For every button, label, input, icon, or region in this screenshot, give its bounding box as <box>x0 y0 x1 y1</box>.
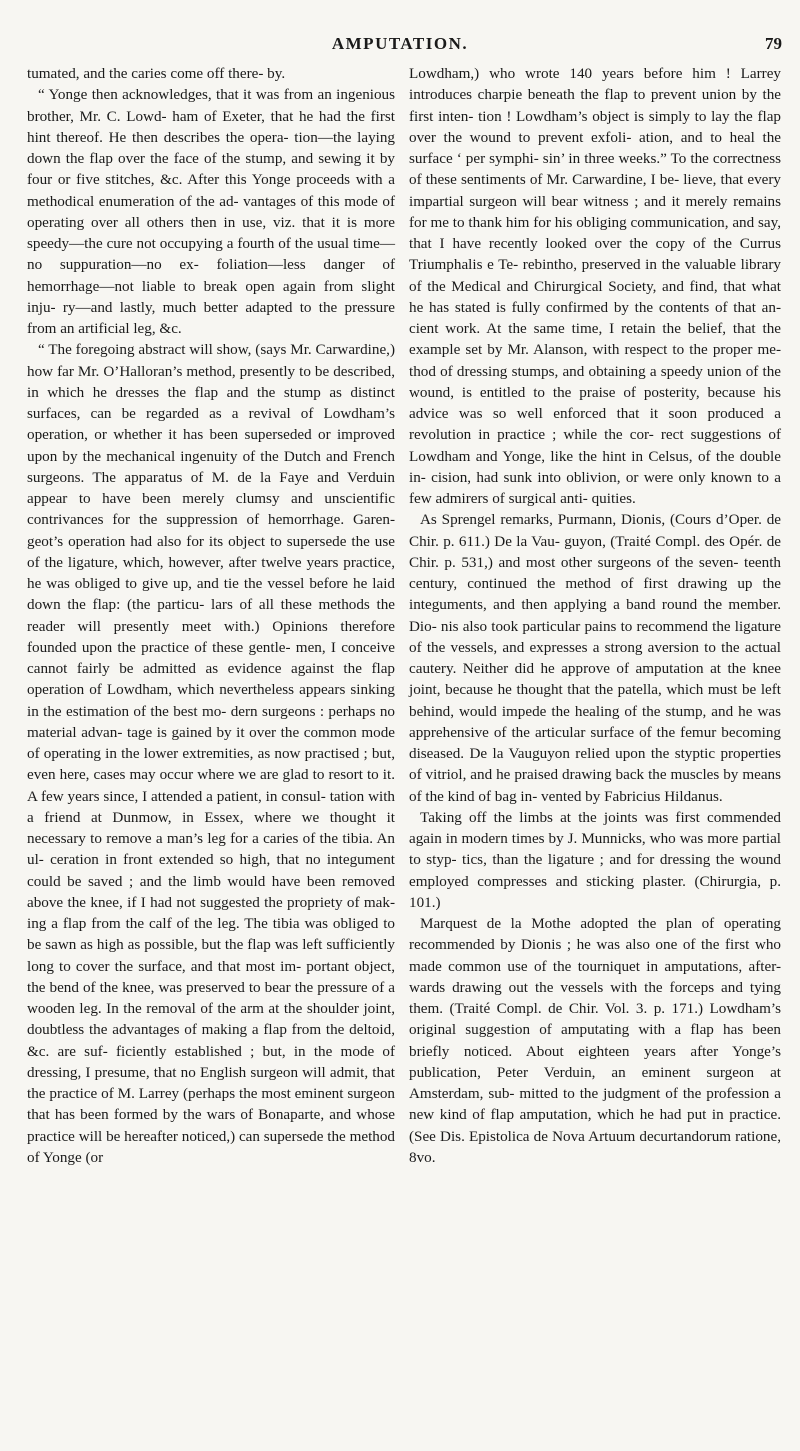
paragraph: Marquest de la Mothe adopted the plan of operating recommended by Dionis ; he was also one of the first who made common use of the tourniquet in amputations, after- wards drawing out the vessels with the forceps and tying them. (Traité Compl. de Chir. Vol. 3. p. 171.) Lowdham’s original suggestion of amputating with a flap has been briefly noticed. About eighteen years after Yonge’s publication, Peter Verduin, an eminent surgeon at Amsterdam, sub- mitted to the judgment of the profession a new kind of flap amputation, which he had put in practice. (See Dis. Epistolica de Nova Artuum decurtandorum ratione, 8vo. <box>409 915 781 1166</box>
paragraph: Lowdham,) who wrote 140 years before him ! Larrey introduces charpie beneath the flap to prevent union by the first inten- tion ! Lowdham’s object is simply to lay the flap over the wound to prevent exfoli- ation, and to heal the surface ‘ per symphi- sin’ in three weeks.” To the correctness of these sentiments of Mr. Carwardine, I be- lieve, that every impartial surgeon will bear witness ; and it merely remains for me to thank him for his obliging communication, and say, that I have recently looked over the copy of the Currus Triumphalis e Te- rebintho, preserved in the valuable library of the Medical and Chirurgical Society, and find, that what he has stated is fully confirmed by the contents of that an- cient work. At the same time, I retain the belief, that the example set by Mr. Alanson, with respect to the proper me- thod of dressing stumps, and obtaining a speedy union of the wound, is entitled to the praise of posterity, because his advice was so well enforced that it soon produced a revolution in practice ; while the cor- rect suggestions of Lowdham and Yonge, like the hint in Celsus, of the double in- cision, had sunk into oblivion, or were only known to a few admirers of surgical anti- quities. <box>409 65 781 507</box>
running-title: AMPUTATION. <box>331 34 469 53</box>
running-head <box>0 34 800 64</box>
paragraph: Taking off the limbs at the joints was first commended again in modern times by J. Munnicks, who was more partial to styp- tics, than the ligature ; and for dressing the wound employed compresses and sticking plaster. (Chirurgia, p. 101.) <box>409 808 781 911</box>
page-number: 79 <box>765 34 782 53</box>
left-column <box>27 63 395 1168</box>
paragraph: “ The foregoing abstract will show, (says Mr. Carwardine,) how far Mr. O’Halloran’s method, presently to be described, in which he dresses the flap and the stump as distinct surfaces, can be regarded as a revival of Lowdham’s operation, or whether it has been superseded or improved upon by the mechanical ingenuity of the Dutch and French surgeons. The apparatus of M. de la Faye and Verduin appear to have been merely clumsy and unscientific contrivances for the suppression of hemorrhage. Garen- geot’s operation had also for its object to supersede the use of the ligature, which, however, after twelve years practice, he was obliged to give up, and tie the vessel before he laid down the flap: (the particu- lars of all these methods the reader will presently meet with.) Opinions therefore founded upon the practice of these gentle- men, I conceive cannot fairly be admitted as evidence against the flap operation of Lowdham, which nevertheless appears sinking in the estimation of the best mo- dern surgeons : perhaps no material advan- tage is gained by it over the common mode of operating in the lower extremities, as now practised ; but, even here, cases may occur where we are glad to resort to it. A few years since, I attended a patient, in consul- tation with a friend at Dunmow, in Essex, where we thought it necessary to remove a man’s leg for a caries of the tibia. An ul- ceration in front extended so high, that no integument could be saved ; and the limb would have been removed above the knee, if I had not suggested the propriety of mak- ing a flap from the calf of the leg. The tibia was obliged to be sawn as high as possible, but the flap was left sufficiently long to cover the surface, and that most im- portant object, the bend of the knee, was preserved to bear the pressure of a wooden leg. In the removal of the arm at the shoulder joint, doubtless the advantages of making a flap from the deltoid, &c. are suf- ficiently established ; but, in the mode of dressing, I presume, that no English surgeon will admit, that the practice of M. Larrey (perhaps the most eminent surgeon that has been formed by the wars of Bonaparte, and whose practice will be hereafter noticed,) can supersede the method of Yonge (or <box>27 341 395 1166</box>
paragraph: “ Yonge then acknowledges, that it was from an ingenious brother, Mr. C. Lowd- ham of Exeter, that he had the first hint thereof. He then describes the opera- tion—the laying down the flap over the face of the stump, and sewing it by four or five stitches, &c. After this Yonge proceeds with a methodical enumeration of the ad- vantages of this mode of operating over all others then in use, viz. that it is more speedy—the cure not occupying a fourth of the usual time—no suppuration—no ex- foliation—less danger of hemorrhage—not liable to break open again from slight inju- ry—and lastly, much better adapted to the pressure from an artificial leg, &c. <box>27 86 395 337</box>
paragraph: tumated, and the caries come off there- by. <box>27 65 286 82</box>
paragraph: As Sprengel remarks, Purmann, Dionis, (Cours d’Oper. de Chir. p. 611.) De la Vau- guyon, (Traité Compl. des Opér. de Chir. p. 531,) and most other surgeons of the seven- teenth century, continued the method of first drawing up the integuments, and then applying a band round the member. Dio- nis also took particular pains to recommend the ligature of the vessels, and expresses a strong aversion to the actual cautery. Neither did he approve of amputation at the knee joint, because he thought that the patella, which must be left behind, would impede the healing of the stump, and he was apprehensive of the articular surface of the femur becoming diseased. De la Vauguyon relied upon the styptic properties of vitriol, and he praised drawing back the muscles by means of the kind of bag in- vented by Fabricius Hildanus. <box>409 511 781 805</box>
right-column <box>409 63 781 1168</box>
